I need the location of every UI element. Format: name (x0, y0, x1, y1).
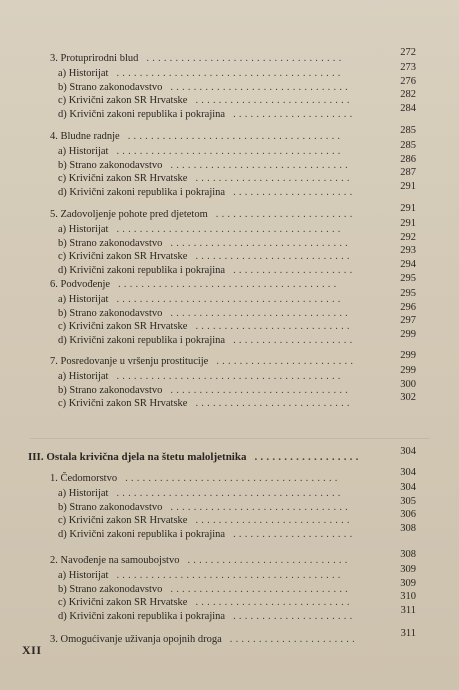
dot-leader: ............................... (170, 307, 351, 319)
entry-title: d) Krivični zakoni republika i pokrajina (58, 264, 226, 276)
subsection-entry (58, 67, 382, 80)
entry-page-number: 293 (400, 245, 416, 257)
dot-leader: ........................... (195, 597, 353, 609)
entry-title: c) Krivični zakon SR Hrvatske (58, 597, 188, 609)
section-heading (50, 52, 382, 65)
entry-page-number: 304 (400, 467, 416, 478)
entry-page-number: 292 (400, 231, 416, 243)
entry-title: d) Krivični zakoni republika i pokrajina (58, 610, 226, 622)
part-heading (28, 451, 382, 464)
dot-leader: ........................ (215, 209, 356, 220)
entry-page-number: 276 (400, 75, 416, 87)
entry-title: a) Historijat (58, 488, 109, 499)
subsection-entry (58, 569, 382, 582)
dot-leader: ..................................... (127, 131, 344, 142)
subsection-entry (58, 186, 382, 199)
entry-title: a) Historijat (58, 570, 109, 581)
subsection-entry (58, 81, 382, 94)
subsection-entry (58, 108, 382, 121)
entry-title: a) Historijat (58, 371, 109, 382)
dot-leader: ........................... (195, 515, 353, 527)
subsection-entry (58, 514, 382, 527)
dot-leader: ....................................... (116, 294, 344, 305)
entry-title: III. Ostala krivična djela na štetu maloljetnika (28, 451, 247, 463)
entry-title: b) Strano zakonodavstvo (58, 81, 163, 93)
dot-leader: ....................................... (116, 146, 344, 157)
subsection-entry (58, 596, 382, 609)
section-heading (50, 355, 382, 368)
dot-leader: ....................................... (116, 570, 344, 581)
entry-page-number: 302 (400, 392, 416, 404)
divider (30, 438, 430, 439)
dot-leader: ............................... (170, 501, 351, 513)
dot-leader: ..................... (233, 108, 356, 120)
entry-title: 3. Protuprirodni blud (50, 53, 139, 64)
entry-page-number: 294 (400, 258, 416, 270)
entry-page-number: 285 (400, 140, 416, 151)
entry-title: d) Krivični zakoni republika i pokrajina (58, 108, 226, 120)
entry-title: 2. Navođenje na samoubojstvo (50, 555, 180, 566)
subsection-entry (58, 237, 382, 250)
dot-leader: ........................... (195, 321, 353, 333)
dot-leader: ........................ (216, 356, 357, 367)
dot-leader: .................................. (146, 53, 345, 64)
subsection-entry (58, 397, 382, 410)
subsection-entry (58, 501, 382, 514)
subsection-entry (58, 487, 382, 500)
entry-title: c) Krivični zakon SR Hrvatske (58, 95, 188, 107)
entry-page-number: 272 (400, 47, 416, 58)
subsection-entry (58, 610, 382, 623)
dot-leader: ..................... (233, 186, 356, 198)
entry-page-number: 286 (400, 153, 416, 165)
section-heading (50, 472, 382, 485)
entry-page-number: 309 (400, 564, 416, 575)
entry-title: b) Strano zakonodavstvo (58, 159, 163, 171)
dot-leader: .................. (254, 451, 362, 463)
entry-page-number: 310 (400, 591, 416, 603)
entry-title: 7. Posredovanje u vršenju prostitucije (50, 356, 209, 367)
entry-page-number: 291 (400, 180, 416, 192)
entry-title: c) Krivični zakon SR Hrvatske (58, 398, 188, 410)
entry-page-number: 285 (400, 125, 416, 136)
dot-leader: ........................... (195, 95, 353, 107)
dot-leader: ........................... (195, 251, 353, 263)
entry-title: a) Historijat (58, 224, 109, 235)
entry-page-number: 273 (400, 62, 416, 73)
dot-leader: ....................................... (116, 488, 344, 499)
entry-title: d) Krivični zakoni republika i pokrajina (58, 186, 226, 198)
entry-page-number: 304 (400, 482, 416, 493)
entry-title: c) Krivični zakon SR Hrvatske (58, 173, 188, 185)
section-heading (50, 278, 382, 291)
entry-page-number: 304 (400, 446, 416, 457)
entry-title: 1. Čedomorstvo (50, 473, 118, 484)
section-heading (50, 554, 382, 567)
dot-leader: ..................... (233, 334, 356, 346)
entry-page-number: 296 (400, 301, 416, 313)
entry-page-number: 306 (400, 509, 416, 521)
subsection-entry (58, 307, 382, 320)
subsection-entry (58, 250, 382, 263)
entry-title: a) Historijat (58, 146, 109, 157)
entry-page-number: 299 (400, 328, 416, 340)
entry-page-number: 299 (400, 365, 416, 376)
dot-leader: ............................... (170, 583, 351, 595)
subsection-entry (58, 583, 382, 596)
entry-page-number: 311 (400, 628, 416, 639)
dot-leader: ..................... (233, 528, 356, 540)
dot-leader: ..................................... (125, 473, 341, 484)
subsection-entry (58, 159, 382, 172)
entry-title: 6. Podvođenje (50, 279, 111, 290)
subsection-entry (58, 320, 382, 333)
entry-page-number: 287 (400, 167, 416, 179)
dot-leader: ............................... (170, 237, 351, 249)
entry-title: 5. Zadovoljenje pohote pred djetetom (50, 209, 208, 220)
section-heading (50, 633, 382, 646)
entry-page-number: 295 (400, 273, 416, 284)
entry-title: c) Krivični zakon SR Hrvatske (58, 321, 188, 333)
entry-page-number: 305 (400, 495, 416, 507)
entry-title: a) Historijat (58, 68, 109, 79)
dot-leader: ...................... (229, 634, 358, 645)
dot-leader: ....................................... (116, 68, 344, 79)
entry-page-number: 284 (400, 102, 416, 114)
dot-leader: ....................................... (116, 371, 344, 382)
dot-leader: ........................... (195, 173, 353, 185)
subsection-entry (58, 370, 382, 383)
subsection-entry (58, 293, 382, 306)
dot-leader: ............................... (170, 81, 351, 93)
section-heading (50, 130, 382, 143)
subsection-entry (58, 334, 382, 347)
dot-leader: ............................... (170, 159, 351, 171)
entry-title: d) Krivični zakoni republika i pokrajina (58, 528, 226, 540)
subsection-entry (58, 264, 382, 277)
subsection-entry (58, 172, 382, 185)
entry-page-number: 291 (400, 218, 416, 229)
entry-title: b) Strano zakonodavstvo (58, 307, 163, 319)
subsection-entry (58, 528, 382, 541)
entry-title: c) Krivični zakon SR Hrvatske (58, 251, 188, 263)
entry-page-number: 297 (400, 315, 416, 327)
entry-title: b) Strano zakonodavstvo (58, 583, 163, 595)
entry-page-number: 308 (400, 549, 416, 560)
dot-leader: ...................................... (118, 279, 340, 290)
entry-title: b) Strano zakonodavstvo (58, 237, 163, 249)
entry-title: a) Historijat (58, 294, 109, 305)
dot-leader: ............................... (170, 384, 351, 396)
entry-page-number: 291 (400, 203, 416, 214)
subsection-entry (58, 223, 382, 236)
entry-page-number: 309 (400, 577, 416, 589)
dot-leader: ....................................... (116, 224, 344, 235)
dot-leader: ............................ (187, 555, 351, 566)
entry-page-number: 311 (400, 604, 416, 616)
dot-leader: ..................... (233, 264, 356, 276)
entry-title: c) Krivični zakon SR Hrvatske (58, 515, 188, 527)
dot-leader: ..................... (233, 610, 356, 622)
entry-page-number: 295 (400, 288, 416, 299)
entry-page-number: 300 (400, 378, 416, 390)
entry-title: d) Krivični zakoni republika i pokrajina (58, 334, 226, 346)
section-heading (50, 208, 382, 221)
entry-page-number: 308 (400, 522, 416, 534)
entry-page-number: 299 (400, 350, 416, 361)
entry-title: 4. Bludne radnje (50, 131, 120, 142)
subsection-entry (58, 94, 382, 107)
entry-page-number: 282 (400, 89, 416, 101)
dot-leader: ........................... (195, 398, 353, 410)
page-number: XII (22, 643, 42, 657)
entry-title: b) Strano zakonodavstvo (58, 384, 163, 396)
subsection-entry (58, 384, 382, 397)
entry-title: 3. Omogućivanje uživanja opojnih droga (50, 634, 222, 645)
subsection-entry (58, 145, 382, 158)
entry-title: b) Strano zakonodavstvo (58, 501, 163, 513)
